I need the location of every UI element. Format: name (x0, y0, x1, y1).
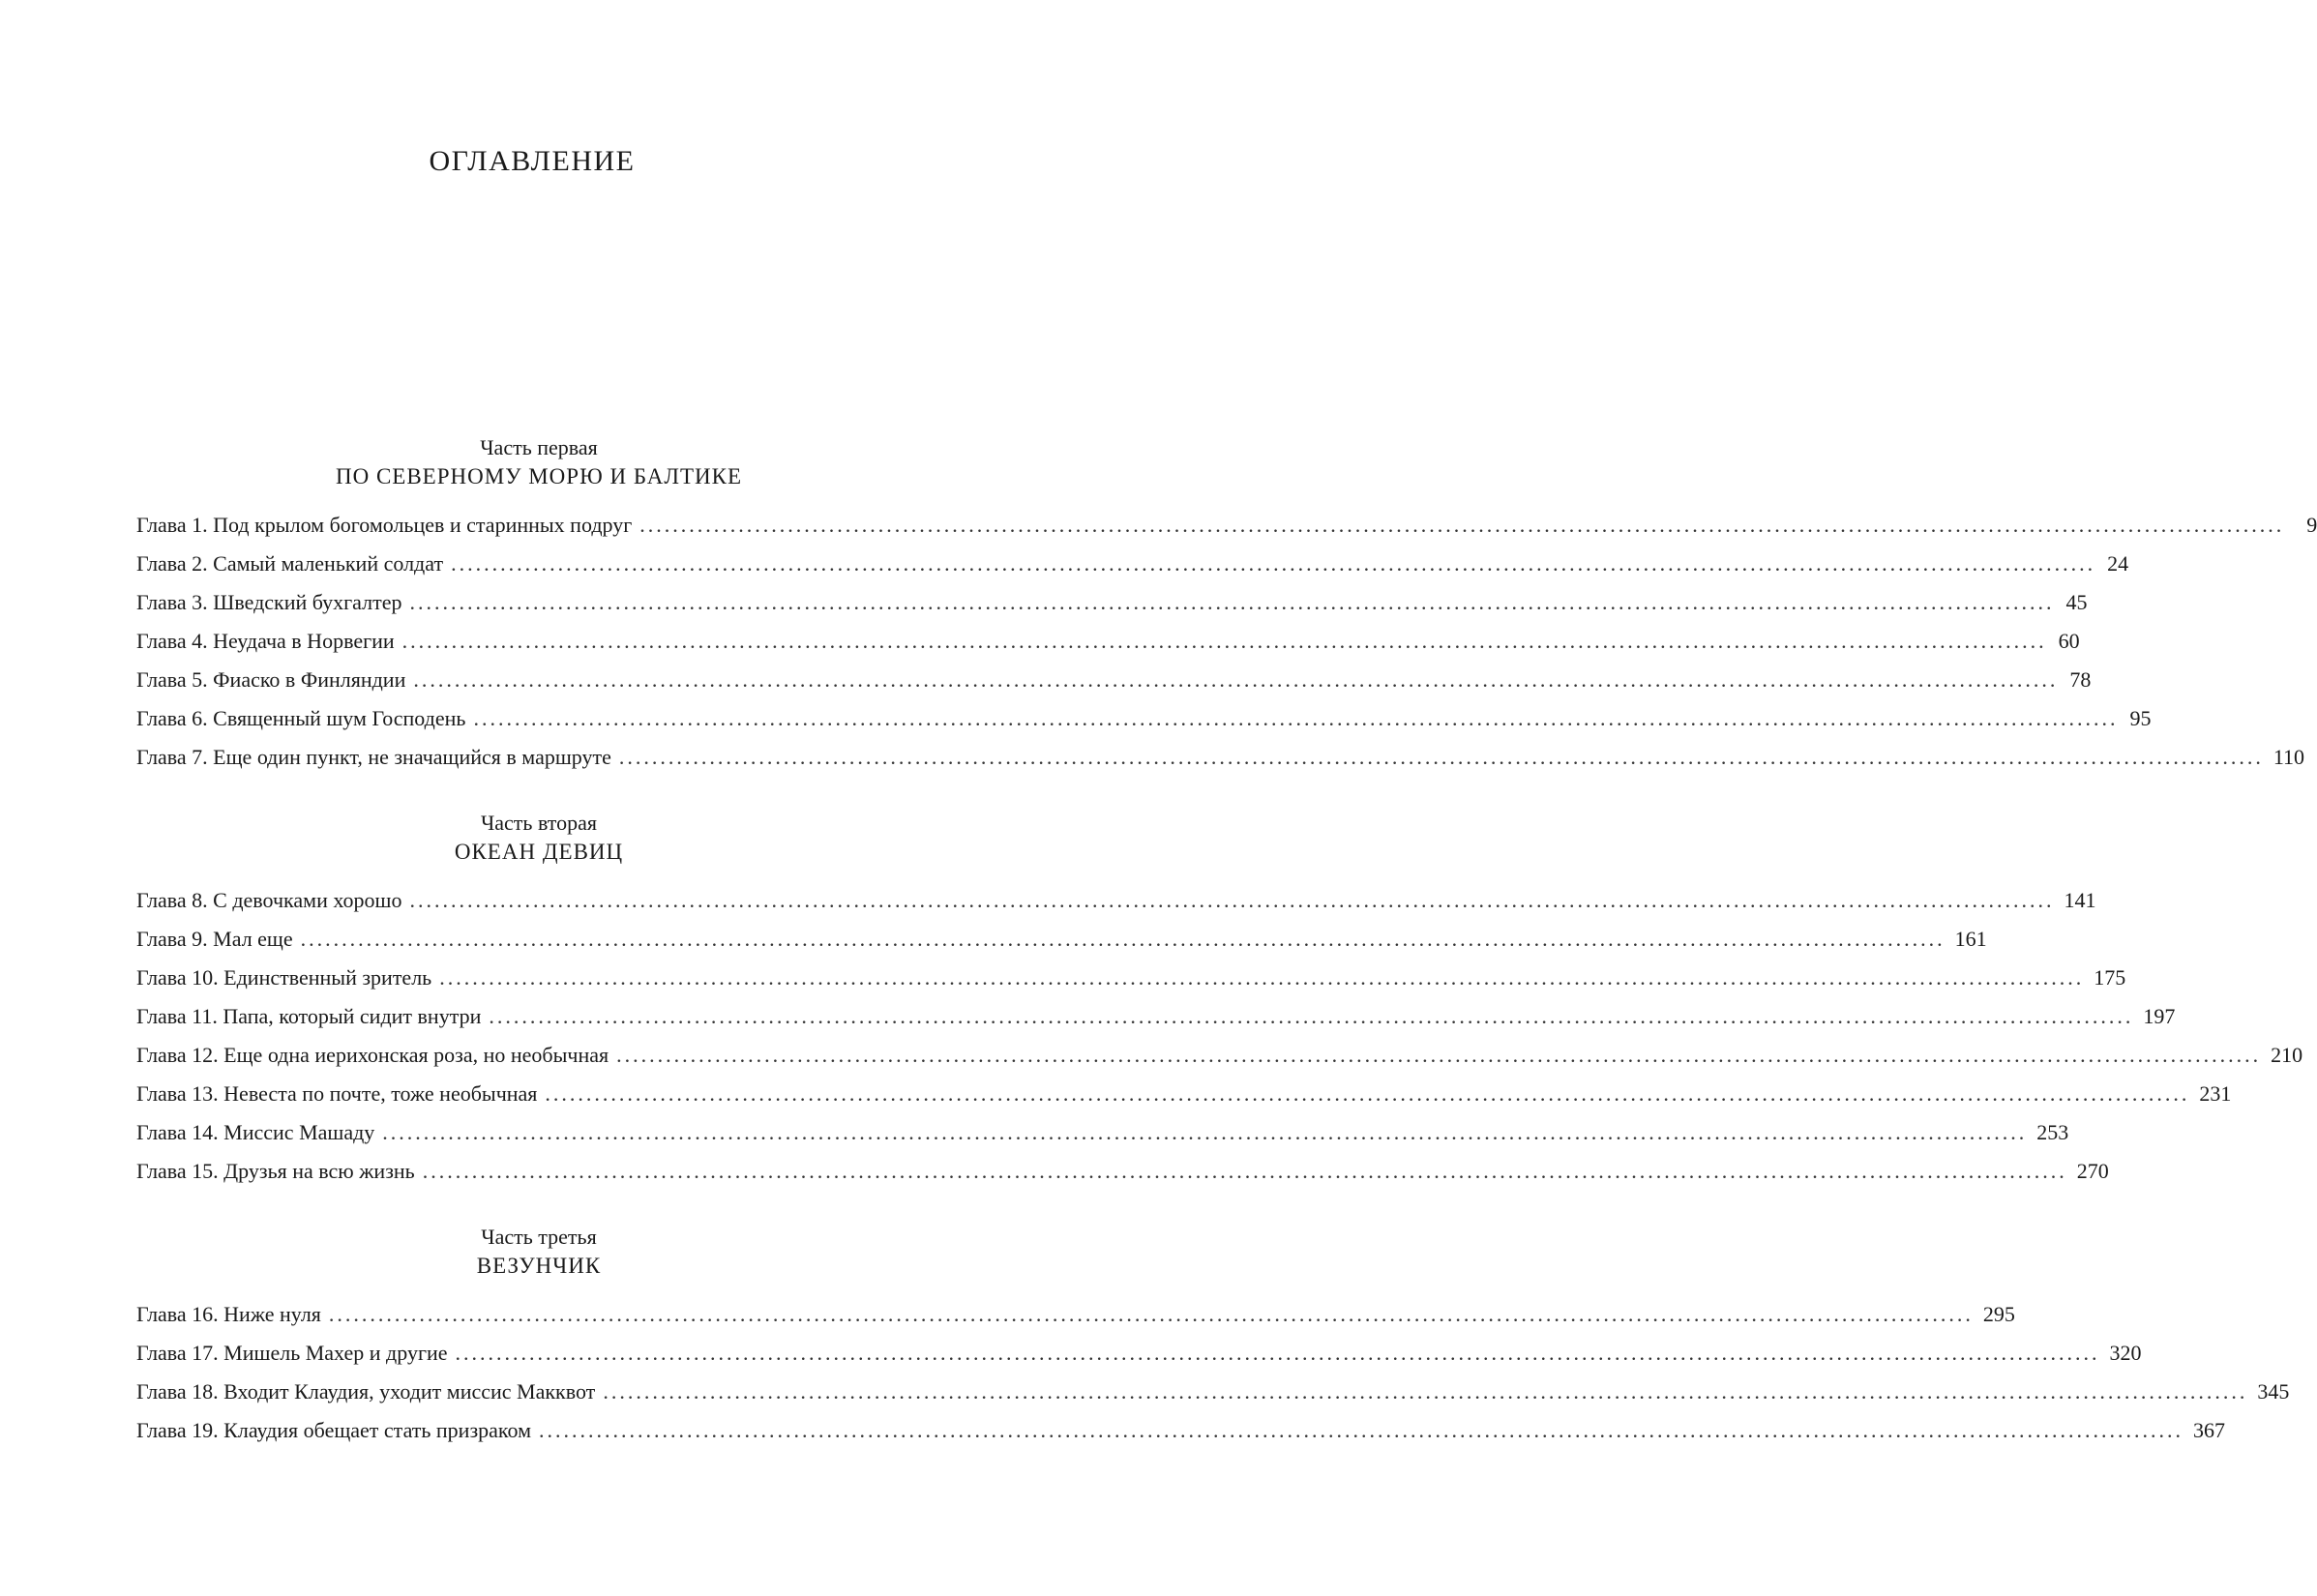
page-number: 110 (2272, 745, 2305, 769)
chapter-title: Глава 16. Ниже нуля (136, 1302, 321, 1326)
page-title: ОГЛАВЛЕНИЕ (429, 145, 636, 177)
toc-part (136, 809, 2303, 1191)
dot-leader: ........................................................................................................................................................................................................ (422, 1159, 2067, 1183)
toc-entry[interactable] (136, 1411, 2225, 1450)
chapter-title: Глава 18. Входит Клаудия, уходит миссис Макквот (136, 1379, 596, 1404)
part-label: Часть вторая (480, 811, 598, 835)
part-label: Часть первая (480, 435, 598, 459)
chapter-title: Глава 8. С девочками хорошо (136, 888, 402, 912)
page-number: 295 (1982, 1302, 2015, 1326)
toc-entry[interactable] (136, 738, 2305, 777)
dot-leader: ........................................................................................................................................................................................................ (639, 513, 2285, 537)
page-number: 141 (2064, 888, 2096, 912)
toc-entry[interactable] (136, 997, 2176, 1036)
page-number: 231 (2199, 1081, 2232, 1106)
page-number: 345 (2257, 1379, 2290, 1404)
page-number: 367 (2193, 1418, 2225, 1442)
toc-entry[interactable] (136, 583, 2088, 622)
chapter-title: Глава 10. Единственный зритель (136, 965, 432, 990)
part-title: ВЕЗУНЧИК (476, 1254, 602, 1278)
toc-part (136, 433, 2317, 777)
page-number: 45 (2065, 590, 2088, 614)
toc-entry[interactable] (136, 699, 2152, 738)
dot-leader: ........................................................................................................................................................................................................ (489, 1004, 2134, 1028)
page-number: 175 (2094, 965, 2126, 990)
page-number: 9 (2306, 513, 2317, 537)
page-number: 270 (2076, 1159, 2109, 1183)
toc-entry[interactable] (136, 1152, 2109, 1191)
dot-leader: ........................................................................................................................................................................................................ (300, 927, 1946, 951)
toc-entry[interactable] (136, 1075, 2232, 1113)
toc-entry[interactable] (136, 1295, 2015, 1334)
chapter-title: Глава 11. Папа, который сидит внутри (136, 1004, 482, 1028)
part-label: Часть третья (481, 1225, 597, 1249)
page-number: 78 (2069, 667, 2092, 692)
toc-entry[interactable] (136, 545, 2129, 583)
dot-leader: ........................................................................................................................................................................................................ (539, 1418, 2183, 1442)
chapter-title: Глава 5. Фиаско в Финляндии (136, 667, 406, 692)
page-number: 60 (2058, 629, 2080, 653)
page-number: 197 (2143, 1004, 2176, 1028)
toc-entry[interactable] (136, 622, 2080, 661)
part-title: ПО СЕВЕРНОМУ МОРЮ И БАЛТИКЕ (335, 464, 742, 488)
chapter-title: Глава 17. Мишель Махер и другие (136, 1341, 448, 1365)
dot-leader: ........................................................................................................................................................................................................ (473, 706, 2119, 730)
chapter-title: Глава 9. Мал еще (136, 927, 293, 951)
chapter-title: Глава 14. Миссис Машаду (136, 1120, 375, 1144)
dot-leader: ........................................................................................................................................................................................................ (545, 1081, 2190, 1106)
toc-entry[interactable] (136, 661, 2092, 699)
chapter-title: Глава 4. Неудача в Норвегии (136, 629, 395, 653)
chapter-title: Глава 13. Невеста по почте, тоже необычная (136, 1081, 538, 1106)
page-number: 320 (2109, 1341, 2142, 1365)
chapter-title: Глава 15. Друзья на всю жизнь (136, 1159, 415, 1183)
dot-leader: ........................................................................................................................................................................................................ (328, 1302, 1974, 1326)
chapter-title: Глава 12. Еще одна иерихонская роза, но необычная (136, 1043, 609, 1067)
page-number: 253 (2036, 1120, 2069, 1144)
toc-part (136, 1223, 2290, 1450)
page-number: 210 (2271, 1043, 2303, 1067)
dot-leader: ........................................................................................................................................................................................................ (409, 888, 2055, 912)
toc-entry[interactable] (136, 1036, 2303, 1075)
toc-entry[interactable] (136, 881, 2096, 920)
dot-leader: ........................................................................................................................................................................................................ (616, 1043, 2262, 1067)
dot-leader: ........................................................................................................................................................................................................ (401, 629, 2047, 653)
dot-leader: ........................................................................................................................................................................................................ (618, 745, 2264, 769)
dot-leader: ........................................................................................................................................................................................................ (455, 1341, 2100, 1365)
dot-leader: ........................................................................................................................................................................................................ (382, 1120, 2028, 1144)
toc-entry[interactable] (136, 1113, 2069, 1152)
table-of-contents (136, 433, 2317, 1450)
dot-leader: ........................................................................................................................................................................................................ (603, 1379, 2248, 1404)
chapter-title: Глава 3. Шведский бухгалтер (136, 590, 402, 614)
dot-leader: ........................................................................................................................................................................................................ (413, 667, 2059, 692)
chapter-title: Глава 6. Священный шум Господень (136, 706, 466, 730)
page-number: 95 (2129, 706, 2152, 730)
dot-leader: ........................................................................................................................................................................................................ (409, 590, 2055, 614)
toc-entry[interactable] (136, 959, 2126, 997)
page-number: 161 (1954, 927, 1987, 951)
chapter-title: Глава 19. Клаудия обещает стать призраком (136, 1418, 531, 1442)
toc-entry[interactable] (136, 1373, 2290, 1411)
page-number: 24 (2107, 551, 2129, 576)
chapter-title: Глава 7. Еще один пункт, не значащийся в маршруте (136, 745, 611, 769)
chapter-title: Глава 2. Самый маленький солдат (136, 551, 444, 576)
part-title: ОКЕАН ДЕВИЦ (454, 840, 624, 864)
toc-entry[interactable] (136, 1334, 2142, 1373)
toc-entry[interactable] (136, 920, 1987, 959)
chapter-title: Глава 1. Под крылом богомольцев и старинных подруг (136, 513, 633, 537)
dot-leader: ........................................................................................................................................................................................................ (439, 965, 2085, 990)
toc-entry[interactable] (136, 506, 2317, 545)
dot-leader: ........................................................................................................................................................................................................ (451, 551, 2096, 576)
